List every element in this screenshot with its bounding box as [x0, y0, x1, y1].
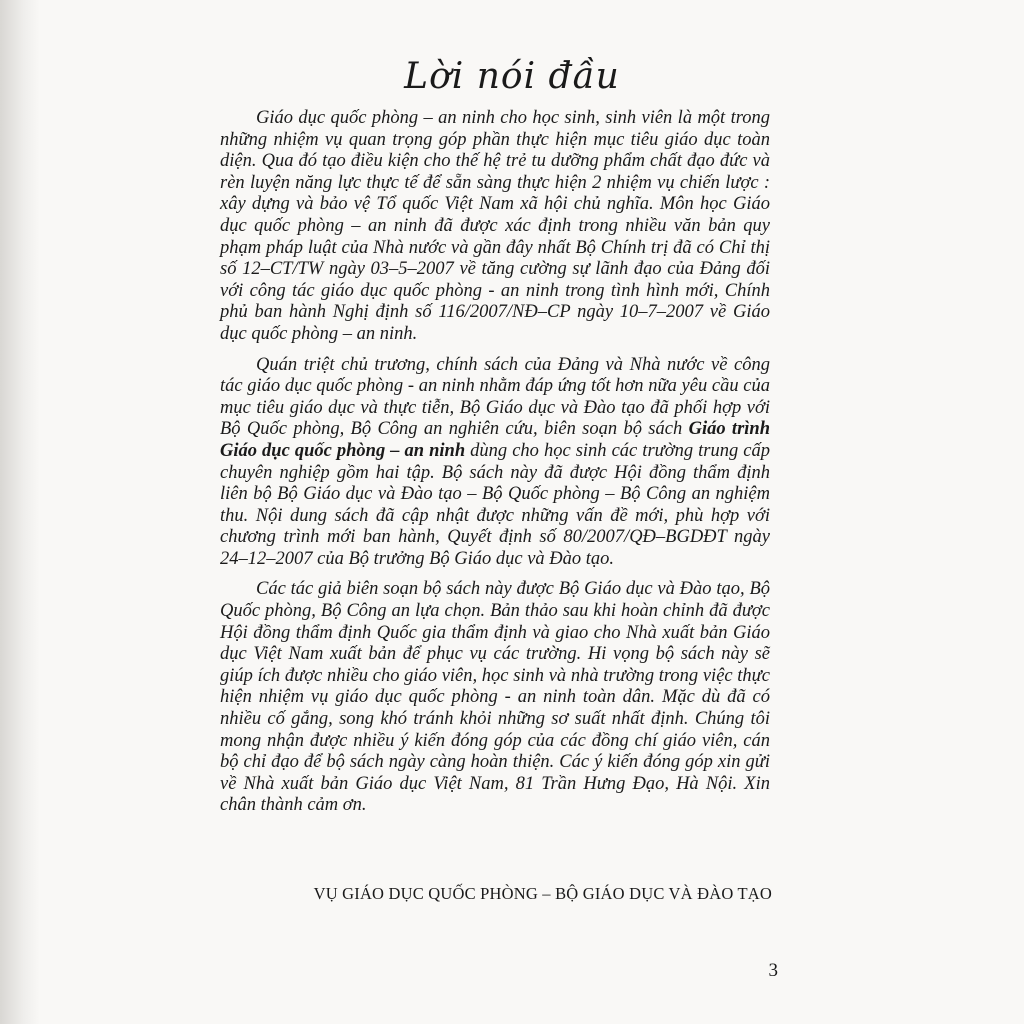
page-binding-shadow: [0, 0, 40, 1024]
paragraph-3-text: Các tác giả biên soạn bộ sách này được Bộ Giáo dục và Đào tạo, Bộ Quốc phòng, Bộ Công an lựa chọn. Bản thảo sau khi hoàn chỉnh đã được Hội đồng thẩm định Quốc gia thẩm định và giao cho Nhà xuất bản Giáo dục Việt Nam xuất bản để phục vụ các trường. Hi vọng bộ sách này sẽ giúp ích được nhiều cho giáo viên, học sinh và nhà trường trong việc thực hiện nhiệm vụ giáo dục quốc phòng - an ninh toàn dân. Mặc dù đã có nhiều cố gắng, song khó tránh khỏi những sơ suất nhất định. Chúng tôi mong nhận được nhiều ý kiến đóng góp của các đồng chí giáo viên, cán bộ chỉ đạo để bộ sách ngày càng hoàn thiện. Các ý kiến đóng góp xin gửi về Nhà xuất bản Giáo dục Việt Nam, 81 Trần Hưng Đạo, Hà Nội. Xin chân thành cảm ơn.: [220, 579, 770, 816]
preface-body: [220, 108, 770, 826]
paragraph-2-text-after: dùng cho học sinh các trường trung cấp chuyên nghiệp gồm hai tập. Bộ sách này đã được Hội đồng thẩm định liên bộ Bộ Giáo dục và Đào tạo – Bộ Quốc phòng – Bộ Công an nghiệm thu. Nội dung sách đã cập nhật được những vấn đề mới, phù hợp với chương trình mới ban hành, Quyết định số 80/2007/QĐ–BGDĐT ngày 24–12–2007 của Bộ trưởng Bộ Giáo dục và Đào tạo.: [220, 440, 770, 569]
paragraph-2-text-before: Quán triệt chủ trương, chính sách của Đảng và Nhà nước về công tác giáo dục quốc phòng - an ninh nhằm đáp ứng tốt hơn nữa yêu cầu của mục tiêu giáo dục và thực tiễn, Bộ Giáo dục và Đào tạo đã phối hợp với Bộ Quốc phòng, Bộ Công an nghiên cứu, biên soạn bộ sách: [220, 354, 770, 440]
page-title: Lời nói đầu: [404, 56, 620, 97]
paragraph-2: [220, 355, 770, 571]
signature-line: VỤ GIÁO DỤC QUỐC PHÒNG – BỘ GIÁO DỤC VÀ ĐÀO TẠO: [313, 884, 772, 903]
page-number: 3: [768, 960, 778, 981]
paragraph-1: [220, 108, 770, 346]
paragraph-1-text: Giáo dục quốc phòng – an ninh cho học sinh, sinh viên là một trong những nhiệm vụ quan trọng góp phần thực hiện mục tiêu giáo dục toàn diện. Qua đó tạo điều kiện cho thế hệ trẻ tu dưỡng phẩm chất đạo đức và rèn luyện năng lực thực tế để sẵn sàng thực hiện 2 nhiệm vụ chiến lược : xây dựng và bảo vệ Tổ quốc Việt Nam xã hội chủ nghĩa. Môn học Giáo dục quốc phòng – an ninh đã được xác định trong nhiều văn bản quy phạm pháp luật của Nhà nước và gần đây nhất Bộ Chính trị đã có Chỉ thị số 12–CT/TW ngày 03–5–2007 về tăng cường sự lãnh đạo của Đảng đối với công tác giáo dục quốc phòng - an ninh trong tình hình mới, Chính phủ ban hành Nghị định số 116/2007/NĐ–CP ngày 10–7–2007 về Giáo dục quốc phòng – an ninh.: [220, 108, 770, 344]
paragraph-3: [220, 579, 770, 817]
book-title-emphasis: Giáo trình Giáo dục quốc phòng – an ninh: [220, 419, 770, 461]
